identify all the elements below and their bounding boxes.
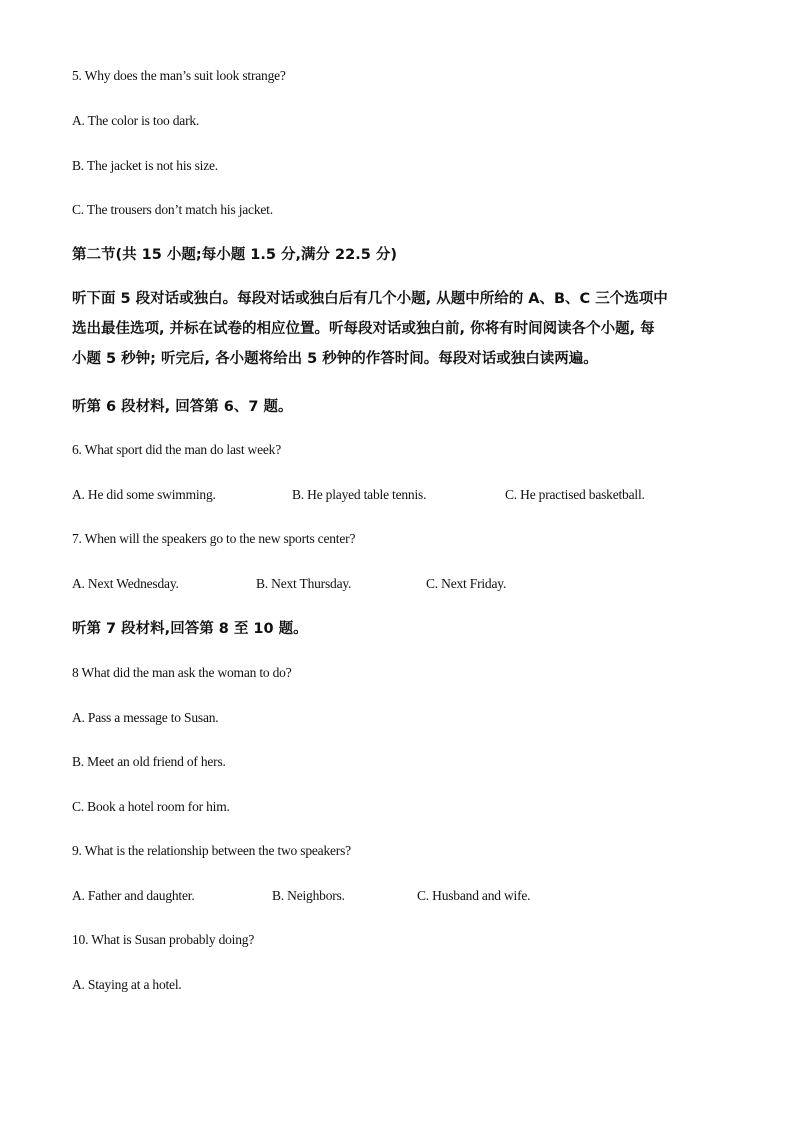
question-7: 7. When will the speakers go to the new sports center? — [72, 531, 356, 546]
question-5: 5. Why does the man’s suit look strange? — [72, 68, 286, 83]
question-6: 6. What sport did the man do last week? — [72, 442, 282, 457]
section-2-title: 第二节(共 15 小题;每小题 1.5 分,满分 22.5 分) — [72, 247, 397, 263]
question-6-option-a: A. He did some swimming. — [72, 487, 216, 502]
question-8-option-c: C. Book a hotel room for him. — [72, 799, 230, 814]
question-7-option-a: A. Next Wednesday. — [72, 576, 179, 591]
question-8-option-b: B. Meet an old friend of hers. — [72, 754, 226, 769]
question-8-option-a: A. Pass a message to Susan. — [72, 710, 219, 725]
section-2-instructions — [72, 284, 722, 374]
question-5-option-b: B. The jacket is not his size. — [72, 158, 218, 173]
question-10-option-a: A. Staying at a hotel. — [72, 977, 182, 992]
question-9-option-a: A. Father and daughter. — [72, 888, 195, 903]
question-6-option-c: C. He practised basketball. — [505, 487, 645, 502]
question-9: 9. What is the relationship between the two speakers? — [72, 843, 351, 858]
instructions-line-2: 选出最佳选项, 并标在试卷的相应位置。听每段对话或独白前, 你将有时间阅读各个小题, 每 — [72, 321, 655, 337]
question-8: 8 What did the man ask the woman to do? — [72, 665, 292, 680]
question-5-option-c: C. The trousers don’t match his jacket. — [72, 202, 273, 217]
instructions-line-1: 听下面 5 段对话或独白。每段对话或独白后有几个小题, 从题中所给的 A、B、C 三个选项中 — [72, 291, 668, 307]
question-7-option-c: C. Next Friday. — [426, 576, 507, 591]
question-5-option-a: A. The color is too dark. — [72, 113, 200, 128]
question-6-option-b: B. He played table tennis. — [292, 487, 427, 502]
question-9-option-c: C. Husband and wife. — [417, 888, 531, 903]
material-7-title: 听第 7 段材料,回答第 8 至 10 题。 — [72, 621, 308, 637]
question-9-option-b: B. Neighbors. — [272, 888, 345, 903]
instructions-line-3: 小题 5 秒钟; 听完后, 各小题将给出 5 秒钟的作答时间。每段对话或独白读两遍。 — [72, 351, 598, 367]
material-6-title: 听第 6 段材料, 回答第 6、7 题。 — [72, 399, 293, 415]
question-7-option-b: B. Next Thursday. — [256, 576, 352, 591]
question-10: 10. What is Susan probably doing? — [72, 932, 255, 947]
